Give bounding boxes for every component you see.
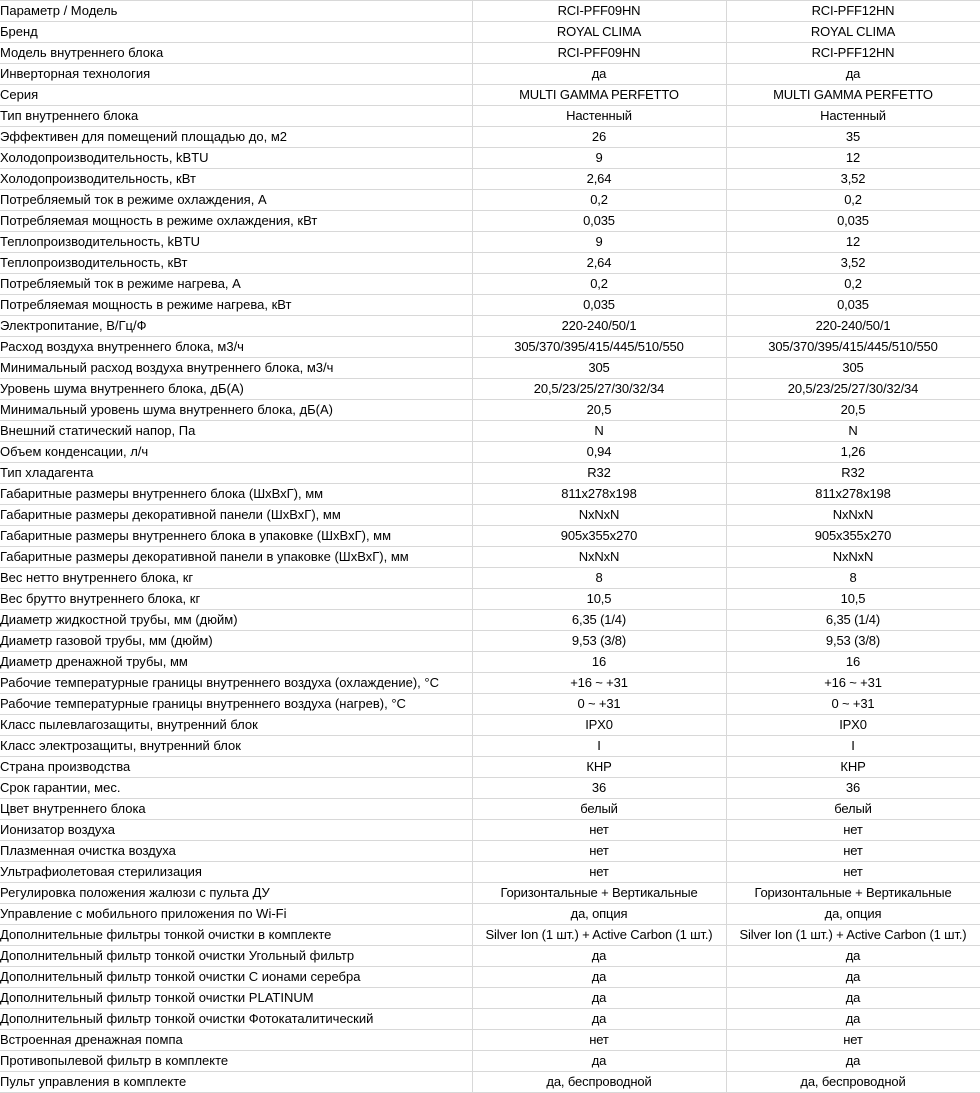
param-name-cell[interactable]: Рабочие температурные границы внутреннего воздуха (нагрев), °С xyxy=(0,694,472,715)
table-row xyxy=(0,673,980,694)
param-name-cell[interactable]: Потребляемая мощность в режиме охлаждения, кВт xyxy=(0,211,472,232)
table-row xyxy=(0,148,980,169)
model-2-value-cell[interactable]: Silver Ion (1 шт.) + Active Carbon (1 шт.) xyxy=(726,925,980,946)
param-name-cell[interactable]: Потребляемый ток в режиме нагрева, А xyxy=(0,274,472,295)
model-2-value-cell[interactable]: ROYAL CLIMA xyxy=(726,22,980,43)
table-row xyxy=(0,253,980,274)
table-row xyxy=(0,967,980,988)
model-2-value-cell[interactable]: 905x355x270 xyxy=(726,526,980,547)
model-2-value-cell[interactable]: да xyxy=(726,967,980,988)
param-name-cell[interactable]: Габаритные размеры декоративной панели (ШхВхГ), мм xyxy=(0,505,472,526)
param-name-cell[interactable]: Цвет внутреннего блока xyxy=(0,799,472,820)
model-2-value-cell[interactable]: 36 xyxy=(726,778,980,799)
param-name-cell[interactable]: Потребляемый ток в режиме охлаждения, А xyxy=(0,190,472,211)
model-2-value-cell[interactable]: 10,5 xyxy=(726,589,980,610)
param-name-cell[interactable]: Габаритные размеры декоративной панели в упаковке (ШхВхГ), мм xyxy=(0,547,472,568)
table-row xyxy=(0,820,980,841)
model-2-value-cell[interactable]: нет xyxy=(726,1030,980,1051)
model-1-value-cell[interactable]: IPX0 xyxy=(472,715,726,736)
param-name-cell[interactable]: Ионизатор воздуха xyxy=(0,820,472,841)
model-1-value-cell[interactable]: да xyxy=(472,64,726,85)
model-2-value-cell[interactable]: 0,035 xyxy=(726,211,980,232)
model-1-value-cell[interactable]: 9 xyxy=(472,148,726,169)
model-2-value-cell[interactable]: Настенный xyxy=(726,106,980,127)
model-1-value-cell[interactable]: ROYAL CLIMA xyxy=(472,22,726,43)
table-row xyxy=(0,106,980,127)
table-row xyxy=(0,127,980,148)
param-name-cell[interactable]: Серия xyxy=(0,85,472,106)
model-2-value-cell[interactable]: 35 xyxy=(726,127,980,148)
param-name-cell[interactable]: Внешний статический напор, Па xyxy=(0,421,472,442)
table-row xyxy=(0,862,980,883)
table-row xyxy=(0,1,980,22)
model-1-value-cell[interactable]: 10,5 xyxy=(472,589,726,610)
model-1-value-cell[interactable]: 20,5 xyxy=(472,400,726,421)
model-2-value-cell[interactable]: Горизонтальные + Вертикальные xyxy=(726,883,980,904)
param-name-cell[interactable]: Инверторная технология xyxy=(0,64,472,85)
model-2-value-cell[interactable]: белый xyxy=(726,799,980,820)
model-1-value-cell[interactable]: 220-240/50/1 xyxy=(472,316,726,337)
table-row xyxy=(0,526,980,547)
param-name-cell[interactable]: Вес нетто внутреннего блока, кг xyxy=(0,568,472,589)
model-2-value-cell[interactable]: нет xyxy=(726,862,980,883)
table-row xyxy=(0,316,980,337)
table-row xyxy=(0,589,980,610)
model-1-value-cell[interactable]: белый xyxy=(472,799,726,820)
table-row xyxy=(0,904,980,925)
model-1-value-cell[interactable]: 2,64 xyxy=(472,169,726,190)
table-row xyxy=(0,232,980,253)
table-row xyxy=(0,505,980,526)
model-2-value-cell[interactable]: RCI-PFF12HN xyxy=(726,43,980,64)
param-name-cell[interactable]: Минимальный расход воздуха внутреннего блока, м3/ч xyxy=(0,358,472,379)
param-name-cell[interactable]: Параметр / Модель xyxy=(0,1,472,22)
model-1-value-cell[interactable]: КНР xyxy=(472,757,726,778)
model-2-value-cell[interactable]: 16 xyxy=(726,652,980,673)
model-1-value-cell[interactable]: 305 xyxy=(472,358,726,379)
model-2-value-cell[interactable]: да xyxy=(726,1051,980,1072)
model-1-value-cell[interactable]: нет xyxy=(472,820,726,841)
table-row xyxy=(0,946,980,967)
model-1-value-cell[interactable]: I xyxy=(472,736,726,757)
model-1-value-cell[interactable]: нет xyxy=(472,841,726,862)
table-row xyxy=(0,169,980,190)
model-2-value-cell[interactable]: нет xyxy=(726,841,980,862)
model-2-value-cell[interactable]: 0,035 xyxy=(726,295,980,316)
model-1-value-cell[interactable]: 9,53 (3/8) xyxy=(472,631,726,652)
model-1-value-cell[interactable]: 0,035 xyxy=(472,295,726,316)
table-row xyxy=(0,757,980,778)
model-2-value-cell[interactable]: RCI-PFF12HN xyxy=(726,1,980,22)
table-row xyxy=(0,841,980,862)
param-name-cell[interactable]: Противопылевой фильтр в комплекте xyxy=(0,1051,472,1072)
param-name-cell[interactable]: Эффективен для помещений площадью до, м2 xyxy=(0,127,472,148)
table-row xyxy=(0,211,980,232)
model-1-value-cell[interactable]: 9 xyxy=(472,232,726,253)
model-2-value-cell[interactable]: 20,5/23/25/27/30/32/34 xyxy=(726,379,980,400)
table-row xyxy=(0,1051,980,1072)
param-name-cell[interactable]: Рабочие температурные границы внутреннего воздуха (охлаждение), °С xyxy=(0,673,472,694)
table-row xyxy=(0,358,980,379)
model-1-value-cell[interactable]: да xyxy=(472,1009,726,1030)
model-2-value-cell[interactable]: да xyxy=(726,988,980,1009)
param-name-cell[interactable]: Плазменная очистка воздуха xyxy=(0,841,472,862)
model-1-value-cell[interactable]: 20,5/23/25/27/30/32/34 xyxy=(472,379,726,400)
table-row xyxy=(0,988,980,1009)
table-row xyxy=(0,736,980,757)
table-row xyxy=(0,274,980,295)
param-name-cell[interactable]: Электропитание, В/Гц/Ф xyxy=(0,316,472,337)
model-2-value-cell[interactable]: 0 ~ +31 xyxy=(726,694,980,715)
table-row xyxy=(0,421,980,442)
model-1-value-cell[interactable]: N xyxy=(472,421,726,442)
model-2-value-cell[interactable]: 8 xyxy=(726,568,980,589)
model-1-value-cell[interactable]: 0,035 xyxy=(472,211,726,232)
table-row xyxy=(0,85,980,106)
param-name-cell[interactable]: Дополнительный фильтр тонкой очистки Угольный фильтр xyxy=(0,946,472,967)
model-1-value-cell[interactable]: 2,64 xyxy=(472,253,726,274)
model-1-value-cell[interactable]: да xyxy=(472,988,726,1009)
param-name-cell[interactable]: Уровень шума внутреннего блока, дБ(А) xyxy=(0,379,472,400)
table-row xyxy=(0,400,980,421)
param-name-cell[interactable]: Диаметр газовой трубы, мм (дюйм) xyxy=(0,631,472,652)
model-1-value-cell[interactable]: 0,2 xyxy=(472,274,726,295)
model-1-value-cell[interactable]: 305/370/395/415/445/510/550 xyxy=(472,337,726,358)
model-2-value-cell[interactable]: R32 xyxy=(726,463,980,484)
param-name-cell[interactable]: Потребляемая мощность в режиме нагрева, кВт xyxy=(0,295,472,316)
table-row xyxy=(0,568,980,589)
table-row xyxy=(0,610,980,631)
model-2-value-cell[interactable]: 305 xyxy=(726,358,980,379)
table-row xyxy=(0,442,980,463)
model-2-value-cell[interactable]: 811x278x198 xyxy=(726,484,980,505)
param-name-cell[interactable]: Срок гарантии, мес. xyxy=(0,778,472,799)
table-row xyxy=(0,295,980,316)
table-row xyxy=(0,463,980,484)
param-name-cell[interactable]: Дополнительный фильтр тонкой очистки Фотокаталитический xyxy=(0,1009,472,1030)
model-2-value-cell[interactable]: да, беспроводной xyxy=(726,1072,980,1093)
param-name-cell[interactable]: Класс пылевлагозащиты, внутренний блок xyxy=(0,715,472,736)
table-row xyxy=(0,799,980,820)
model-2-value-cell[interactable]: 6,35 (1/4) xyxy=(726,610,980,631)
param-name-cell[interactable]: Встроенная дренажная помпа xyxy=(0,1030,472,1051)
model-1-value-cell[interactable]: 811x278x198 xyxy=(472,484,726,505)
model-1-value-cell[interactable]: 0 ~ +31 xyxy=(472,694,726,715)
model-2-value-cell[interactable]: 0,2 xyxy=(726,274,980,295)
param-name-cell[interactable]: Управление с мобильного приложения по Wi-Fi xyxy=(0,904,472,925)
model-1-value-cell[interactable]: да, опция xyxy=(472,904,726,925)
model-2-value-cell[interactable]: NxNxN xyxy=(726,505,980,526)
param-name-cell[interactable]: Ультрафиолетовая стерилизация xyxy=(0,862,472,883)
model-1-value-cell[interactable]: Горизонтальные + Вертикальные xyxy=(472,883,726,904)
model-1-value-cell[interactable]: 6,35 (1/4) xyxy=(472,610,726,631)
model-1-value-cell[interactable]: 8 xyxy=(472,568,726,589)
table-row xyxy=(0,379,980,400)
table-row xyxy=(0,484,980,505)
model-1-value-cell[interactable]: 26 xyxy=(472,127,726,148)
model-1-value-cell[interactable]: Silver Ion (1 шт.) + Active Carbon (1 шт.) xyxy=(472,925,726,946)
model-1-value-cell[interactable]: да xyxy=(472,946,726,967)
model-2-value-cell[interactable]: КНР xyxy=(726,757,980,778)
model-2-value-cell[interactable]: NxNxN xyxy=(726,547,980,568)
table-row xyxy=(0,337,980,358)
param-name-cell[interactable]: Класс электрозащиты, внутренний блок xyxy=(0,736,472,757)
model-2-value-cell[interactable]: нет xyxy=(726,820,980,841)
param-name-cell[interactable]: Диаметр дренажной трубы, мм xyxy=(0,652,472,673)
model-2-value-cell[interactable]: 3,52 xyxy=(726,253,980,274)
model-1-value-cell[interactable]: да, беспроводной xyxy=(472,1072,726,1093)
table-row xyxy=(0,631,980,652)
table-row xyxy=(0,652,980,673)
model-1-value-cell[interactable]: +16 ~ +31 xyxy=(472,673,726,694)
model-2-value-cell[interactable]: 220-240/50/1 xyxy=(726,316,980,337)
param-name-cell[interactable]: Бренд xyxy=(0,22,472,43)
model-2-value-cell[interactable]: N xyxy=(726,421,980,442)
model-1-value-cell[interactable]: 0,94 xyxy=(472,442,726,463)
model-2-value-cell[interactable]: 0,2 xyxy=(726,190,980,211)
model-1-value-cell[interactable]: нет xyxy=(472,1030,726,1051)
model-1-value-cell[interactable]: MULTI GAMMA PERFETTO xyxy=(472,85,726,106)
model-2-value-cell[interactable]: да, опция xyxy=(726,904,980,925)
table-row xyxy=(0,925,980,946)
model-1-value-cell[interactable]: Настенный xyxy=(472,106,726,127)
param-name-cell[interactable]: Дополнительные фильтры тонкой очистки в комплекте xyxy=(0,925,472,946)
model-1-value-cell[interactable]: да xyxy=(472,967,726,988)
table-row xyxy=(0,1009,980,1030)
model-2-value-cell[interactable]: 1,26 xyxy=(726,442,980,463)
model-2-value-cell[interactable]: IPX0 xyxy=(726,715,980,736)
model-2-value-cell[interactable]: I xyxy=(726,736,980,757)
table-row xyxy=(0,64,980,85)
model-2-value-cell[interactable]: 305/370/395/415/445/510/550 xyxy=(726,337,980,358)
table-row xyxy=(0,22,980,43)
param-name-cell[interactable]: Регулировка положения жалюзи с пульта ДУ xyxy=(0,883,472,904)
model-2-value-cell[interactable]: 9,53 (3/8) xyxy=(726,631,980,652)
model-1-value-cell[interactable]: да xyxy=(472,1051,726,1072)
table-row xyxy=(0,1072,980,1093)
table-row xyxy=(0,1030,980,1051)
model-2-value-cell[interactable]: да xyxy=(726,946,980,967)
model-2-value-cell[interactable]: MULTI GAMMA PERFETTO xyxy=(726,85,980,106)
param-name-cell[interactable]: Холодопроизводительность, kBTU xyxy=(0,148,472,169)
model-2-value-cell[interactable]: 12 xyxy=(726,148,980,169)
model-1-value-cell[interactable]: NxNxN xyxy=(472,505,726,526)
param-name-cell[interactable]: Диаметр жидкостной трубы, мм (дюйм) xyxy=(0,610,472,631)
model-2-value-cell[interactable]: 12 xyxy=(726,232,980,253)
table-row xyxy=(0,190,980,211)
model-1-value-cell[interactable]: R32 xyxy=(472,463,726,484)
model-2-value-cell[interactable]: +16 ~ +31 xyxy=(726,673,980,694)
table-row xyxy=(0,694,980,715)
param-name-cell[interactable]: Расход воздуха внутреннего блока, м3/ч xyxy=(0,337,472,358)
model-1-value-cell[interactable]: 905x355x270 xyxy=(472,526,726,547)
param-name-cell[interactable]: Дополнительный фильтр тонкой очистки С ионами серебра xyxy=(0,967,472,988)
model-2-value-cell[interactable]: 3,52 xyxy=(726,169,980,190)
param-name-cell[interactable]: Габаритные размеры внутреннего блока в упаковке (ШхВхГ), мм xyxy=(0,526,472,547)
model-1-value-cell[interactable]: нет xyxy=(472,862,726,883)
model-1-value-cell[interactable]: RCI-PFF09HN xyxy=(472,43,726,64)
table-row xyxy=(0,883,980,904)
param-name-cell[interactable]: Теплопроизводительность, kBTU xyxy=(0,232,472,253)
param-name-cell[interactable]: Теплопроизводительность, кВт xyxy=(0,253,472,274)
param-name-cell[interactable]: Дополнительный фильтр тонкой очистки PLATINUM xyxy=(0,988,472,1009)
model-1-value-cell[interactable]: NxNxN xyxy=(472,547,726,568)
param-name-cell[interactable]: Холодопроизводительность, кВт xyxy=(0,169,472,190)
model-1-value-cell[interactable]: 16 xyxy=(472,652,726,673)
model-1-value-cell[interactable]: RCI-PFF09HN xyxy=(472,1,726,22)
table-row xyxy=(0,43,980,64)
model-1-value-cell[interactable]: 36 xyxy=(472,778,726,799)
param-name-cell[interactable]: Габаритные размеры внутреннего блока (ШхВхГ), мм xyxy=(0,484,472,505)
model-2-value-cell[interactable]: да xyxy=(726,64,980,85)
param-name-cell[interactable]: Пульт управления в комплекте xyxy=(0,1072,472,1093)
table-row xyxy=(0,778,980,799)
table-row xyxy=(0,715,980,736)
param-name-cell[interactable]: Тип хладагента xyxy=(0,463,472,484)
param-name-cell[interactable]: Тип внутреннего блока xyxy=(0,106,472,127)
param-name-cell[interactable]: Минимальный уровень шума внутреннего блока, дБ(А) xyxy=(0,400,472,421)
param-name-cell[interactable]: Вес брутто внутреннего блока, кг xyxy=(0,589,472,610)
model-1-value-cell[interactable]: 0,2 xyxy=(472,190,726,211)
param-name-cell[interactable]: Модель внутреннего блока xyxy=(0,43,472,64)
param-name-cell[interactable]: Объем конденсации, л/ч xyxy=(0,442,472,463)
table-row xyxy=(0,547,980,568)
model-2-value-cell[interactable]: 20,5 xyxy=(726,400,980,421)
model-2-value-cell[interactable]: да xyxy=(726,1009,980,1030)
param-name-cell[interactable]: Страна производства xyxy=(0,757,472,778)
